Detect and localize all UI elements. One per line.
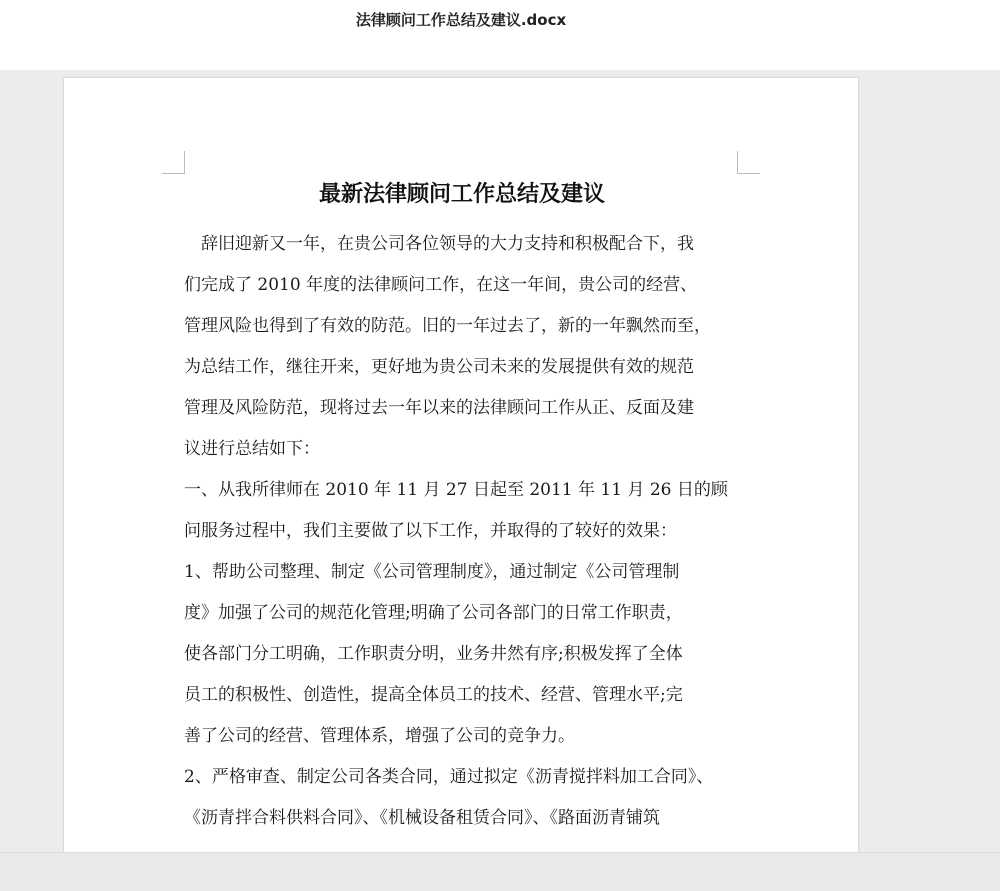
bottom-bar xyxy=(0,852,1000,891)
text-line: 使各部门分工明确，工作职责分明，业务井然有序;积极发挥了全体 xyxy=(184,644,683,664)
text-line: 2、严格审查、制定公司各类合同，通过拟定《沥青搅拌料加工合同》、 xyxy=(184,767,714,787)
text-line: 善了公司的经营、管理体系，增强了公司的竞争力。 xyxy=(184,726,575,746)
title-bar xyxy=(0,0,1000,70)
top-left-margin-mark xyxy=(162,151,185,174)
text-line: 问服务过程中，我们主要做了以下工作，并取得的了较好的效果： xyxy=(184,521,677,541)
text-line: 度》加强了公司的规范化管理;明确了公司各部门的日常工作职责， xyxy=(184,603,683,623)
text-line: 1、帮助公司整理、制定《公司管理制度》，通过制定《公司管理制 xyxy=(184,562,680,582)
document-file-name: 法律顾问工作总结及建议.docx xyxy=(355,11,567,29)
document-title: 最新法律顾问工作总结及建议 xyxy=(318,181,605,207)
text-line: 为总结工作，继往开来，更好地为贵公司未来的发展提供有效的规范 xyxy=(184,357,694,377)
document-body xyxy=(184,174,740,839)
text-line: 管理风险也得到了有效的防范。旧的一年过去了，新的一年飘然而至， xyxy=(184,316,711,336)
document-viewer[interactable] xyxy=(0,70,1000,852)
document-page xyxy=(64,78,858,852)
text-line: 管理及风险防范，现将过去一年以来的法律顾问工作从正、反面及建 xyxy=(184,398,694,418)
top-right-margin-mark xyxy=(737,151,760,174)
text-line: 辞旧迎新又一年，在贵公司各位领导的大力支持和积极配合下，我 xyxy=(184,234,694,254)
text-line: 议进行总结如下： xyxy=(184,439,320,459)
text-line: 们完成了 2010 年度的法律顾问工作，在这一年间，贵公司的经营、 xyxy=(184,275,698,295)
text-line: 员工的积极性、创造性，提高全体员工的技术、经营、管理水平;完 xyxy=(184,685,683,705)
text-line: 《沥青拌合料供料合同》、《机械设备租赁合同》、《路面沥青铺筑 xyxy=(184,808,660,828)
text-line: 一、从我所律师在 2010 年 11 月 27 日起至 2011 年 11 月 26 日的顾 xyxy=(184,480,728,500)
